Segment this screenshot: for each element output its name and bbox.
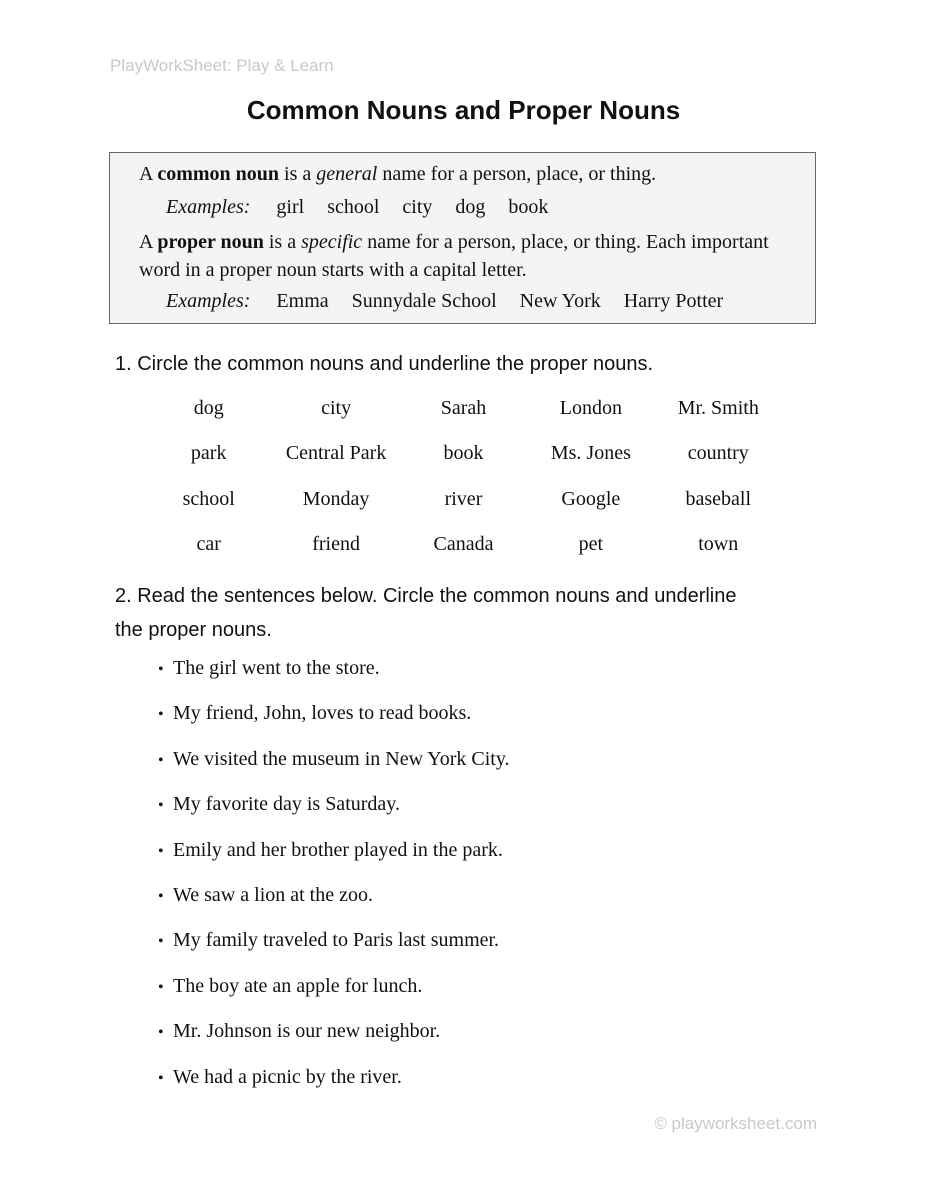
proper-def-prefix: A xyxy=(139,231,158,253)
common-def-emph: general xyxy=(316,163,378,185)
common-example: dog xyxy=(455,196,486,218)
word-cell: Ms. Jones xyxy=(550,442,631,465)
sentence-item xyxy=(158,1063,510,1108)
word-cell: school xyxy=(182,487,235,510)
sentence-item xyxy=(158,972,510,1017)
bullet-icon: • xyxy=(158,887,164,905)
sentence-item xyxy=(158,926,510,971)
proper-def-rest: name for a person, place, or thing. Each important word in a proper noun starts with a capital letter. xyxy=(139,231,769,281)
sentence-text: Mr. Johnson is our new neighbor. xyxy=(173,1020,441,1043)
sentence-text: The boy ate an apple for lunch. xyxy=(173,974,423,997)
bullet-icon: • xyxy=(158,933,164,951)
proper-def-term: proper noun xyxy=(157,231,264,253)
common-example: city xyxy=(402,196,433,218)
word-cell: Mr. Smith xyxy=(677,397,759,419)
common-def-term: common noun xyxy=(157,163,280,185)
sentence-text: My favorite day is Saturday. xyxy=(173,793,400,816)
proper-example: Harry Potter xyxy=(623,290,724,312)
common-def-prefix: A xyxy=(139,163,158,185)
question-1-heading: 1. Circle the common nouns and underline the proper nouns. xyxy=(115,353,654,375)
proper-examples-label: Examples: xyxy=(166,290,251,312)
word-cell: Sarah xyxy=(440,397,487,419)
common-example: school xyxy=(327,196,380,218)
proper-noun-examples xyxy=(166,290,746,313)
bullet-icon: • xyxy=(158,751,164,769)
proper-example: Sunnydale School xyxy=(351,290,497,312)
word-cell: pet xyxy=(578,533,604,556)
sentence-text: Emily and her brother played in the park. xyxy=(173,838,503,861)
bullet-icon: • xyxy=(158,978,164,996)
common-noun-examples xyxy=(166,196,571,219)
sentence-item xyxy=(158,881,510,926)
common-example: girl xyxy=(276,196,305,218)
word-cell: park xyxy=(190,442,227,465)
proper-noun-definition xyxy=(139,228,809,284)
page-title: Common Nouns and Proper Nouns xyxy=(246,95,681,125)
common-def-rest: name for a person, place, or thing. xyxy=(377,163,657,185)
bullet-icon: • xyxy=(158,1069,164,1087)
proper-def-mid: is a xyxy=(263,231,302,253)
question-2-heading-line-1: 2. Read the sentences below. Circle the common nouns and underline xyxy=(115,585,737,607)
sentence-text: My family traveled to Paris last summer. xyxy=(173,929,500,952)
bullet-icon: • xyxy=(158,706,164,724)
sentence-item xyxy=(158,654,510,699)
header-brand: PlayWorkSheet: Play & Learn xyxy=(110,56,334,75)
sentence-list xyxy=(158,654,510,1108)
sentence-text: My friend, John, loves to read books. xyxy=(173,702,472,725)
common-noun-definition xyxy=(139,163,656,186)
sentence-text: The girl went to the store. xyxy=(173,657,380,679)
word-cell: friend xyxy=(312,533,360,556)
word-cell: country xyxy=(687,442,749,465)
bullet-icon: • xyxy=(158,842,164,860)
word-cell: Canada xyxy=(433,533,494,556)
question-2-heading-line-2: the proper nouns. xyxy=(115,619,272,641)
word-cell: city xyxy=(321,397,352,419)
sentence-text: We saw a lion at the zoo. xyxy=(173,883,373,906)
proper-example: Emma xyxy=(276,290,329,312)
definition-box xyxy=(109,152,816,324)
bullet-icon: • xyxy=(158,797,164,815)
word-cell: Central Park xyxy=(285,442,387,465)
bullet-icon: • xyxy=(158,661,164,678)
word-cell: dog xyxy=(193,397,224,419)
sentence-item xyxy=(158,745,510,790)
sentence-item xyxy=(158,836,510,881)
common-example: book xyxy=(508,196,549,218)
sentence-item xyxy=(158,699,510,744)
word-cell: town xyxy=(698,533,739,556)
footer-copyright: © playworksheet.com xyxy=(654,1114,817,1133)
sentence-item xyxy=(158,790,510,835)
common-def-mid: is a xyxy=(279,163,317,185)
sentence-text: We had a picnic by the river. xyxy=(173,1065,402,1088)
word-grid xyxy=(145,394,782,576)
word-cell: book xyxy=(443,442,484,465)
word-cell: London xyxy=(559,397,622,419)
sentence-text: We visited the museum in New York City. xyxy=(173,747,510,770)
sentence-item xyxy=(158,1017,510,1062)
proper-example: New York xyxy=(519,290,601,312)
word-cell: river xyxy=(444,487,483,510)
word-cell: baseball xyxy=(685,487,752,510)
word-cell: car xyxy=(196,533,221,556)
word-cell: Google xyxy=(561,487,621,510)
common-examples-label: Examples: xyxy=(166,196,251,218)
bullet-icon: • xyxy=(158,1024,164,1042)
word-cell: Monday xyxy=(302,487,370,510)
proper-def-emph: specific xyxy=(301,231,363,253)
